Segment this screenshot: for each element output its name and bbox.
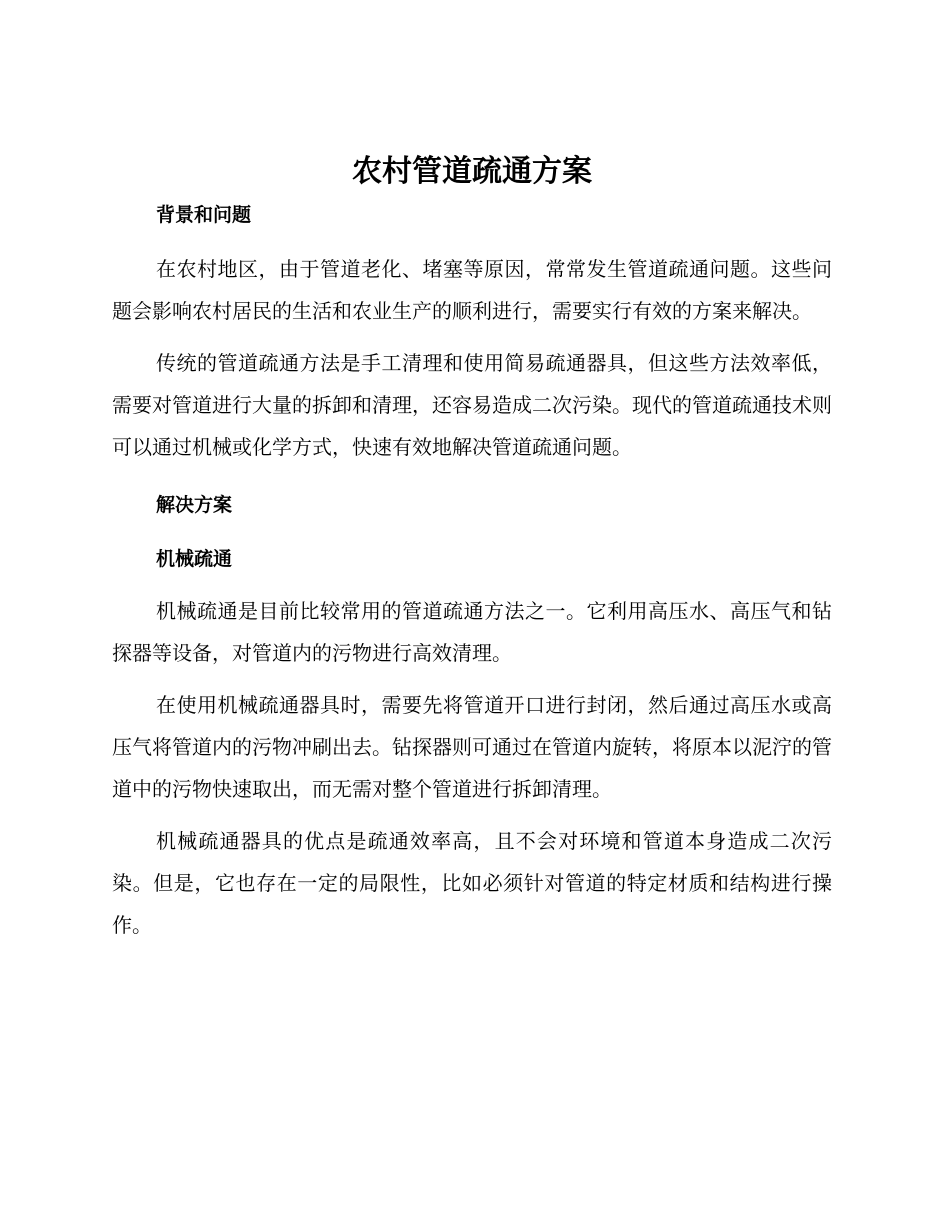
paragraph-background-1: 在农村地区，由于管道老化、堵塞等原因，常常发生管道疏通问题。这些问题会影响农村居民的生活和农业生产的顺利进行，需要实行有效的方案来解决。: [112, 257, 832, 323]
subsection-heading-mechanical: 机械疏通: [156, 548, 233, 570]
paragraph-mechanical-2: 在使用机械疏通器具时，需要先将管道开口进行封闭，然后通过高压水或高压气将管道内的污物冲刷出去。钻探器则可通过在管道内旋转，将原本以泥泞的管道中的污物快速取出，而无需对整个管道进行拆卸清理。: [112, 693, 832, 801]
document-body: [112, 148, 832, 956]
section-heading-background: 背景和问题: [156, 204, 252, 226]
paragraph-mechanical-1: 机械疏通是目前比较常用的管道疏通方法之一。它利用高压水、高压气和钻探器等设备，对管道内的污物进行高效清理。: [112, 599, 832, 665]
document-title: 农村管道疏通方案: [352, 154, 592, 189]
section-heading-solution: 解决方案: [156, 494, 233, 516]
paragraph-background-2: 传统的管道疏通方法是手工清理和使用简易疏通器具，但这些方法效率低，需要对管道进行大量的拆卸和清理，还容易造成二次污染。现代的管道疏通技术则可以通过机械或化学方式，快速有效地解决管道疏通问题。: [112, 351, 832, 459]
paragraph-mechanical-3: 机械疏通器具的优点是疏通效率高，且不会对环境和管道本身造成二次污染。但是，它也存在一定的局限性，比如必须针对管道的特定材质和结构进行操作。: [112, 829, 832, 937]
